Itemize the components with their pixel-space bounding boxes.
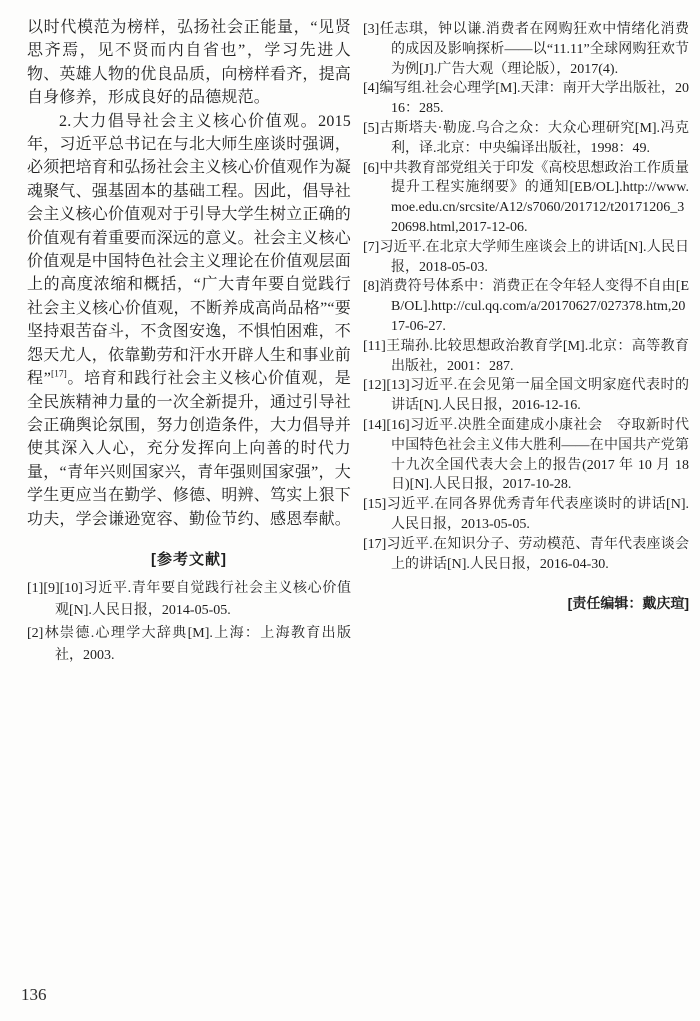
references-list-left: [27, 578, 351, 668]
reference-item-6: [6]中共教育部党组关于印发《高校思想政治工作质量提升工程实施纲要》的通知[EB/OL].http://www.moe.edu.cn/srcsite/A12/s7060/201712/t20171206_320698.html,2017-12-06.: [363, 160, 689, 235]
reference-item-5: [5]古斯塔夫·勒庞.乌合之众：大众心理研究[M].冯克利，译.北京：中央编译出版社，1998：49.: [363, 120, 689, 156]
reference-item-14-16: [14][16]习近平.决胜全面建成小康社会 夺取新时代中国特色社会主义伟大胜利——在中国共产党第十九次全国代表大会上的报告(2017 年 10 月 18 日)[N].人民日报，2017-10-28.: [363, 417, 689, 493]
reference-item-8: [8]消费符号体系中：消费正在令年轻人变得不自由[EB/OL].http://cul.qq.com/a/20170627/027378.htm,2017-06-27.: [363, 279, 689, 334]
reference-item-11: [11]王瑞孙.比较思想政治教育学[M].北京：高等教育出版社，2001：287.: [363, 338, 689, 374]
reference-item-4: [4]编写组.社会心理学[M].天津：南开大学出版社，2016：285.: [363, 81, 689, 117]
reference-item-3: [3]任志琪，钟以谦.消费者在网购狂欢中情绪化消费的成因及影响探析——以“11.11”全球网购狂欢节为例[J].广告大观（理论版），2017(4).: [363, 22, 689, 77]
body-paragraph-continuation: 以时代模范为榜样，弘扬社会正能量，“见贤思齐焉，见不贤而内自省也”，学习先进人物、英雄人物的优良品质，向榜样看齐，提高自身修养，形成良好的品德规范。: [27, 19, 352, 107]
reference-item-17: [17]习近平.在知识分子、劳动模范、青年代表座谈会上的讲话[N].人民日报，2016-04-30.: [363, 536, 689, 572]
body-paragraph-core-values: [27, 110, 351, 531]
editor-note: [责任编辑：戴庆瑄]: [567, 595, 689, 612]
paragraph-text-after-citation: 。培育和践行社会主义核心价值观，是全民族精神力量的一次全新提升，通过引导社会正确舆论氛围，努力创造条件，大力倡导并使其深入人心，充分发挥向上向善的时代力量，“青年兴则国家兴，青年强则国家强”，大学生更应当在勤学、修德、明辨、笃实上狠下功夫，学会谦逊宽容、勤俭节约、感恩奉献。: [27, 370, 352, 528]
reference-item-7: [7]习近平.在北京大学师生座谈会上的讲话[N].人民日报，2018-05-03.: [363, 239, 689, 275]
right-column: [363, 20, 689, 613]
references-list-right: [363, 20, 689, 574]
references-heading: [参考文献]: [151, 550, 227, 568]
reference-item-1-9-10: [1][9][10]习近平.青年要自觉践行社会主义核心价值观[N].人民日报，2014-05-05.: [27, 580, 351, 619]
reference-item-2: [2]林崇德.心理学大辞典[M].上海：上海教育出版社，2003.: [27, 625, 351, 664]
left-column: [27, 16, 351, 668]
reference-item-15: [15]习近平.在同各界优秀青年代表座谈时的讲话[N].人民日报，2013-05-05.: [363, 497, 689, 532]
citation-superscript-17: [17]: [51, 369, 67, 380]
paragraph-text-before-citation: 2.大力倡导社会主义核心价值观。2015 年，习近平总书记在与北大师生座谈时强调，必须把培育和弘扬社会主义核心价值观作为凝魂聚气、强基固本的基础工程。因此，倡导社会主义核心价值观对于引导大学生树立正确的价值观有着重要而深远的意义。社会主义核心价值观是中国特色社会主义理论在价值观层面上的高度浓缩和概括，“广大青年要自觉践行社会主义核心价值观，不断养成高尚品格”“要坚持艰苦奋斗，不贪图安逸，不惧怕困难，不怨天尤人，依靠勤劳和汗水开辟人生和事业前程”: [27, 112, 352, 388]
page-number: 136: [21, 985, 47, 1004]
reference-item-12-13: [12][13]习近平.在会见第一届全国文明家庭代表时的讲话[N].人民日报，2016-12-16.: [363, 378, 689, 414]
